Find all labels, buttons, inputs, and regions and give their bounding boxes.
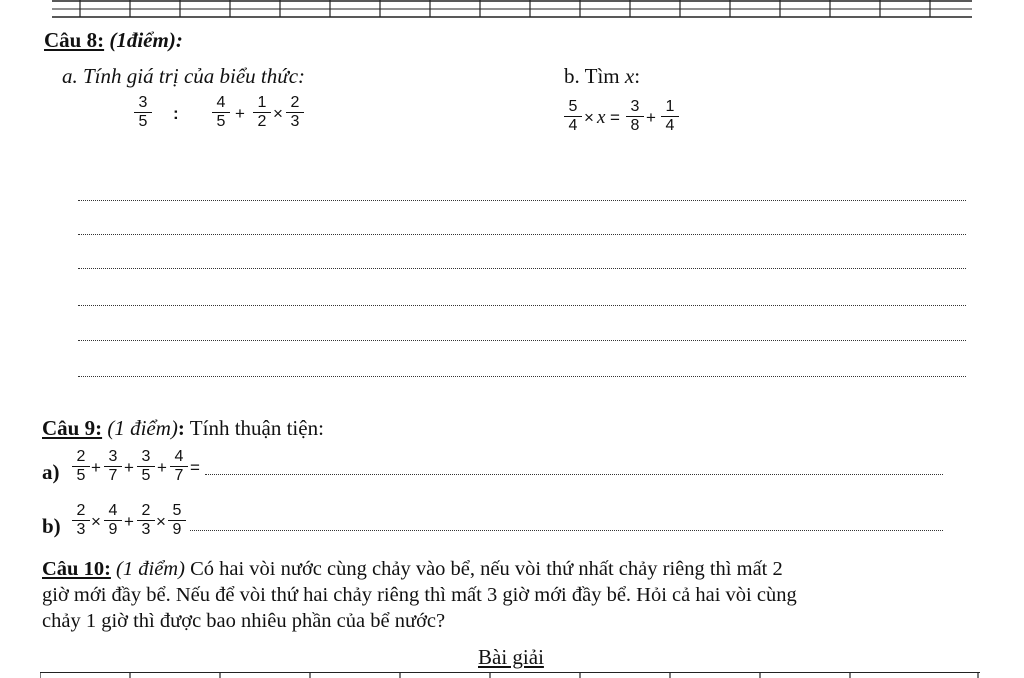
q9b-fraction-1 bbox=[72, 502, 90, 539]
numerator: 4 bbox=[212, 94, 230, 113]
numerator: 4 bbox=[104, 502, 122, 521]
q9a-plus-3: + bbox=[157, 458, 167, 477]
numerator: 1 bbox=[661, 98, 679, 117]
q9a-equals: = bbox=[190, 458, 200, 477]
q8a-fraction-4 bbox=[286, 94, 304, 131]
q9b-times-2: × bbox=[156, 512, 166, 531]
denominator: 9 bbox=[108, 521, 118, 538]
q9a-fraction-2 bbox=[104, 448, 122, 485]
q8a-fraction-3 bbox=[253, 94, 271, 131]
q9b-answer-line[interactable] bbox=[190, 530, 943, 531]
bottom-table-grid bbox=[40, 672, 980, 678]
numerator: 2 bbox=[72, 502, 90, 521]
q8b-plus: + bbox=[646, 108, 656, 127]
denominator: 3 bbox=[141, 521, 151, 538]
q9a-fraction-1 bbox=[72, 448, 90, 485]
numerator: 3 bbox=[626, 98, 644, 117]
q8b-fraction-1 bbox=[564, 98, 582, 135]
q9b-label: b) bbox=[42, 514, 61, 538]
q9-title: Câu 9: bbox=[42, 416, 103, 440]
q8a-fraction-2 bbox=[212, 94, 230, 131]
q9-points: (1 điểm) bbox=[107, 416, 178, 440]
numerator: 5 bbox=[564, 98, 582, 117]
q8-title: Câu 8: bbox=[44, 28, 105, 52]
numerator: 2 bbox=[72, 448, 90, 467]
numerator: 1 bbox=[253, 94, 271, 113]
q8a-colon: : bbox=[173, 104, 179, 123]
denominator: 7 bbox=[174, 467, 184, 484]
q9-heading bbox=[42, 416, 324, 441]
solution-heading: Bài giải bbox=[478, 645, 544, 669]
q10-title: Câu 10: bbox=[42, 558, 111, 580]
denominator: 2 bbox=[257, 113, 267, 130]
denominator: 5 bbox=[216, 113, 226, 130]
numerator: 2 bbox=[286, 94, 304, 113]
denominator: 4 bbox=[665, 117, 675, 134]
q10-line-2: giờ mới đầy bể. Nếu để vòi thứ hai chảy riêng thì mất 3 giờ mới đầy bể. Hỏi cả hai vòi cùng bbox=[42, 584, 797, 606]
q8b-fraction-2 bbox=[626, 98, 644, 135]
q9b-fraction-3 bbox=[137, 502, 155, 539]
q8-part-b-colon: : bbox=[634, 64, 641, 88]
q9a-label: a) bbox=[42, 460, 60, 484]
q8a-times: × bbox=[273, 104, 283, 123]
denominator: 8 bbox=[630, 117, 640, 134]
q10-points: (1 điểm) bbox=[116, 558, 185, 580]
denominator: 3 bbox=[76, 521, 86, 538]
q9a-answer-line[interactable] bbox=[205, 474, 943, 475]
q9b-plus: + bbox=[124, 512, 134, 531]
q8a-plus: + bbox=[235, 104, 245, 123]
q10-line-3: chảy 1 giờ thì được bao nhiêu phần của bể nước? bbox=[42, 610, 446, 632]
q10-line-1 bbox=[42, 556, 992, 582]
q8-part-a-label: a. Tính giá trị của biểu thức: bbox=[62, 64, 306, 88]
denominator: 5 bbox=[141, 467, 151, 484]
answer-line-5[interactable] bbox=[78, 340, 966, 341]
q9-rest-colon: : bbox=[177, 416, 185, 440]
q8b-times: × bbox=[584, 108, 594, 127]
answer-line-1[interactable] bbox=[78, 200, 966, 201]
q9a-fraction-4 bbox=[170, 448, 188, 485]
q9b-times-1: × bbox=[91, 512, 101, 531]
denominator: 5 bbox=[76, 467, 86, 484]
q8b-x: x bbox=[597, 107, 606, 128]
denominator: 4 bbox=[568, 117, 578, 134]
numerator: 3 bbox=[104, 448, 122, 467]
q8-heading bbox=[44, 28, 183, 53]
q9a-fraction-3 bbox=[137, 448, 155, 485]
q10-line-1-text: Có hai vòi nước cùng chảy vào bể, nếu vòi thứ nhất chảy riêng thì mất 2 bbox=[190, 558, 783, 580]
denominator: 5 bbox=[138, 113, 148, 130]
q9-rest: Tính thuận tiện: bbox=[184, 416, 324, 440]
denominator: 3 bbox=[290, 113, 300, 130]
denominator: 7 bbox=[108, 467, 118, 484]
numerator: 4 bbox=[170, 448, 188, 467]
denominator: 9 bbox=[172, 521, 182, 538]
q8b-equals: = bbox=[610, 108, 620, 127]
q10-paragraph bbox=[42, 556, 992, 634]
q8-part-b-label bbox=[564, 64, 640, 89]
q9b-fraction-2 bbox=[104, 502, 122, 539]
numerator: 5 bbox=[168, 502, 186, 521]
answer-line-4[interactable] bbox=[78, 305, 966, 306]
q8-part-b-var: x bbox=[624, 64, 635, 88]
q9a-plus-2: + bbox=[124, 458, 134, 477]
q8-points: (1điểm): bbox=[109, 28, 183, 52]
q8a-fraction-1 bbox=[134, 94, 152, 131]
numerator: 3 bbox=[134, 94, 152, 113]
top-table-grid bbox=[52, 0, 972, 20]
q8b-fraction-3 bbox=[661, 98, 679, 135]
q8-part-b-prefix: b. Tìm bbox=[564, 64, 620, 88]
q9a-plus-1: + bbox=[91, 458, 101, 477]
answer-line-2[interactable] bbox=[78, 234, 966, 235]
answer-line-6[interactable] bbox=[78, 376, 966, 377]
answer-line-3[interactable] bbox=[78, 268, 966, 269]
numerator: 3 bbox=[137, 448, 155, 467]
q9b-fraction-4 bbox=[168, 502, 186, 539]
numerator: 2 bbox=[137, 502, 155, 521]
